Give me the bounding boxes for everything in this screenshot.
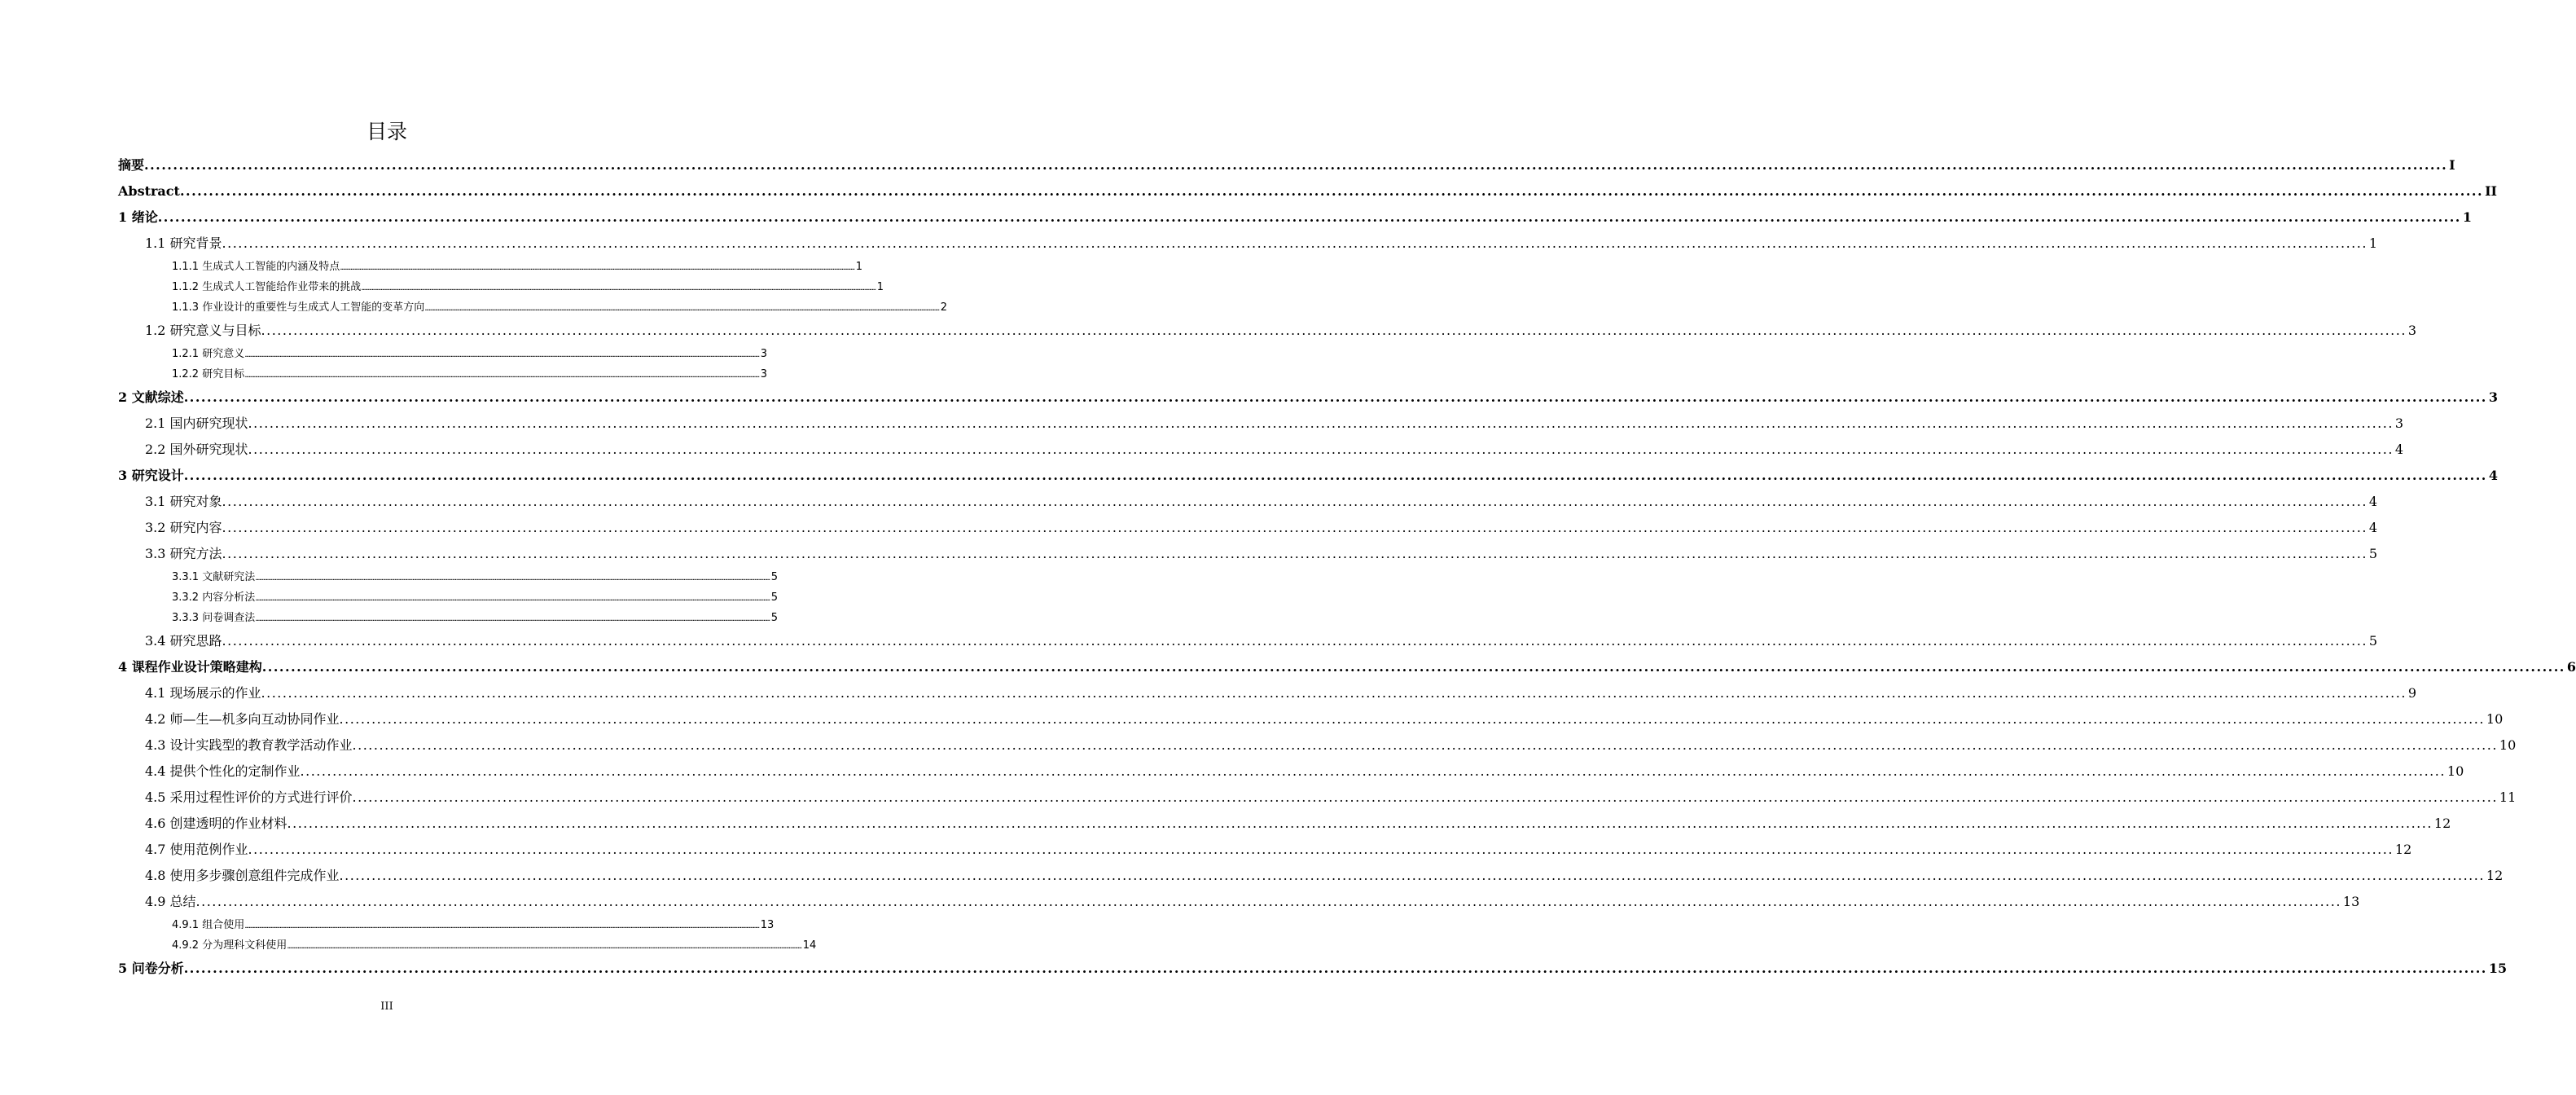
dot-leader: ................................................................................................................................................................................................................................................................................................................................................................................................................ [261, 659, 2565, 675]
dot-leader: ................................................................................................................................................................................................................................................................................................................................................................................................................ [287, 942, 801, 951]
dot-leader: ................................................................................................................................................................................................................................................................................................................................................................................................................ [222, 633, 2368, 649]
toc-entry-page: 4 [2488, 468, 2498, 483]
toc-entry-level-1[interactable] [118, 385, 2498, 411]
toc-entry-label: 2 文献综述 [118, 389, 184, 405]
toc-entry-level-1[interactable] [118, 463, 2498, 489]
toc-entry-level-3[interactable] [172, 364, 767, 385]
toc-entry-label: 摘要 [118, 157, 145, 173]
toc-entry-label: 4.9.2 分为理科文科使用 [172, 939, 287, 952]
toc-entry-page: 5 [770, 571, 778, 583]
dot-leader: ................................................................................................................................................................................................................................................................................................................................................................................................................ [287, 816, 2433, 831]
toc-entry-label: 4.9.1 组合使用 [172, 919, 245, 931]
toc-entry-level-2[interactable] [145, 437, 2404, 463]
toc-entry-level-1[interactable] [118, 152, 2455, 178]
toc-entry-label: 1 绪论 [118, 209, 158, 225]
toc-entry-page: 9 [2407, 685, 2417, 701]
toc-entry-label: 3.4 研究思路 [145, 633, 222, 649]
toc-entry-level-1[interactable] [118, 204, 2472, 231]
toc-entry-level-2[interactable] [145, 231, 2378, 257]
dot-leader: ................................................................................................................................................................................................................................................................................................................................................................................................................ [179, 183, 2484, 199]
dot-leader: ................................................................................................................................................................................................................................................................................................................................................................................................................ [222, 494, 2368, 509]
toc-entry-page: 15 [2488, 961, 2508, 976]
dot-leader: ................................................................................................................................................................................................................................................................................................................................................................................................................ [339, 711, 2485, 727]
toc-entry-label: 3.1 研究对象 [145, 494, 222, 509]
dot-leader: ................................................................................................................................................................................................................................................................................................................................................................................................................ [222, 235, 2368, 251]
toc-entry-label: 4.6 创建透明的作业材料 [145, 816, 287, 831]
toc-entry-page: 12 [2394, 842, 2412, 857]
dot-leader: ................................................................................................................................................................................................................................................................................................................................................................................................................ [157, 209, 2461, 225]
toc-entry-page: 3 [2394, 416, 2404, 431]
dot-leader: ................................................................................................................................................................................................................................................................................................................................................................................................................ [183, 961, 2487, 976]
toc-entry-level-1[interactable] [118, 654, 2576, 680]
toc-entry-page: 3 [2488, 389, 2498, 405]
toc-entry-label: 1.2.1 研究意义 [172, 348, 245, 360]
toc-entry-page: 11 [2499, 789, 2517, 805]
dot-leader: ................................................................................................................................................................................................................................................................................................................................................................................................................ [248, 416, 2394, 431]
toc-entry-level-3[interactable] [172, 277, 884, 297]
toc-entry-level-3[interactable] [172, 915, 775, 935]
toc-entry-level-1[interactable] [118, 956, 2508, 982]
toc-entry-page: 1 [855, 261, 862, 273]
toc-entry-page: 4 [2394, 442, 2404, 457]
toc-entry-label: 1.1.3 作业设计的重要性与生成式人工智能的变革方向 [172, 301, 425, 314]
toc-entry-page: 1 [2368, 235, 2378, 251]
toc-entry-level-2[interactable] [145, 318, 2417, 344]
toc-entry-level-3[interactable] [172, 257, 862, 277]
toc-entry-level-2[interactable] [145, 811, 2451, 837]
toc-entry-label: 3.3.3 问卷调查法 [172, 612, 256, 624]
toc-entry-label: 1.1.1 生成式人工智能的内涵及特点 [172, 261, 340, 273]
toc-entry-label: 1.2 研究意义与目标 [145, 323, 261, 338]
dot-leader: ................................................................................................................................................................................................................................................................................................................................................................................................................ [222, 546, 2368, 561]
dot-leader: ................................................................................................................................................................................................................................................................................................................................................................................................................ [424, 304, 939, 313]
toc-entry-level-2[interactable] [145, 515, 2378, 541]
toc-entry-level-3[interactable] [172, 608, 778, 628]
toc-entry-label: 5 问卷分析 [118, 961, 184, 976]
toc-entry-page: 1 [2462, 209, 2472, 225]
toc-entry-level-2[interactable] [145, 837, 2412, 863]
toc-entry-label: 1.1.2 生成式人工智能给作业带来的挑战 [172, 281, 362, 293]
toc-entry-page: 1 [876, 281, 884, 293]
toc-entry-label: Abstract [118, 183, 180, 199]
toc-entry-label: 4.3 设计实践型的教育教学活动作业 [145, 737, 353, 753]
toc-entry-label: 3 研究设计 [118, 468, 184, 483]
toc-entry-level-2[interactable] [145, 889, 2360, 915]
toc-entry-level-2[interactable] [145, 706, 2504, 732]
toc-entry-level-2[interactable] [145, 680, 2417, 706]
toc-entry-page: 10 [2486, 711, 2504, 727]
dot-leader: ................................................................................................................................................................................................................................................................................................................................................................................................................ [300, 763, 2446, 779]
toc-entry-level-3[interactable] [172, 297, 947, 318]
toc-entry-page: 5 [2368, 546, 2378, 561]
toc-entry-level-3[interactable] [172, 587, 778, 608]
dot-leader: ................................................................................................................................................................................................................................................................................................................................................................................................................ [248, 442, 2394, 457]
toc-entry-page: 2 [940, 301, 947, 314]
toc-entry-level-3[interactable] [172, 935, 817, 956]
dot-leader: ................................................................................................................................................................................................................................................................................................................................................................................................................ [244, 350, 759, 359]
toc-entry-page: 3 [2407, 323, 2417, 338]
toc-entry-page: 3 [760, 348, 767, 360]
toc-entry-page: 12 [2486, 868, 2504, 883]
toc-entry-label: 4.7 使用范例作业 [145, 842, 248, 857]
toc-entry-label: 1.1 研究背景 [145, 235, 222, 251]
toc-entry-label: 3.3 研究方法 [145, 546, 222, 561]
dot-leader: ................................................................................................................................................................................................................................................................................................................................................................................................................ [261, 685, 2407, 701]
dot-leader: ................................................................................................................................................................................................................................................................................................................................................................................................................ [339, 868, 2485, 883]
toc-entry-level-2[interactable] [145, 489, 2378, 515]
dot-leader: ................................................................................................................................................................................................................................................................................................................................................................................................................ [255, 614, 770, 623]
dot-leader: ................................................................................................................................................................................................................................................................................................................................................................................................................ [340, 263, 854, 272]
toc-entry-label: 4.2 师—生—机多向互动协同作业 [145, 711, 340, 727]
toc-entry-page: 5 [770, 591, 778, 604]
toc-entry-page: 4 [2368, 520, 2378, 535]
toc-entry-page: II [2485, 183, 2498, 199]
toc-entry-label: 2.2 国外研究现状 [145, 442, 248, 457]
toc-entry-label: 4 课程作业设计策略建构 [118, 659, 262, 675]
toc-entry-page: 4 [2368, 494, 2378, 509]
toc-entry-level-3[interactable] [172, 567, 778, 587]
toc-entry-label: 2.1 国内研究现状 [145, 416, 248, 431]
toc-entry-page: 13 [2342, 894, 2360, 909]
toc-entry-level-2[interactable] [145, 759, 2464, 785]
dot-leader: ................................................................................................................................................................................................................................................................................................................................................................................................................ [244, 921, 759, 930]
toc-entry-label: 4.1 现场展示的作业 [145, 685, 261, 701]
toc-entry-page: 3 [760, 368, 767, 380]
dot-leader: ................................................................................................................................................................................................................................................................................................................................................................................................................ [195, 894, 2341, 909]
toc-entry-level-2[interactable] [145, 732, 2517, 759]
dot-leader: ................................................................................................................................................................................................................................................................................................................................................................................................................ [255, 574, 770, 583]
toc-entry-page: 6 [2566, 659, 2576, 675]
toc-entry-label: 3.2 研究内容 [145, 520, 222, 535]
dot-leader: ................................................................................................................................................................................................................................................................................................................................................................................................................ [361, 284, 875, 292]
toc-entry-page: 10 [2447, 763, 2464, 779]
toc-entry-level-3[interactable] [172, 344, 767, 364]
toc-title: 目录 [366, 120, 407, 143]
dot-leader: ................................................................................................................................................................................................................................................................................................................................................................................................................ [352, 737, 2498, 753]
toc-entry-level-2[interactable] [145, 785, 2517, 811]
dot-leader: ................................................................................................................................................................................................................................................................................................................................................................................................................ [183, 389, 2487, 405]
toc-entry-page: 5 [2368, 633, 2378, 649]
toc-entry-level-2[interactable] [145, 411, 2404, 437]
page-number: III [380, 1000, 393, 1013]
toc-entry-label: 3.3.1 文献研究法 [172, 571, 256, 583]
toc-entry-label: 4.4 提供个性化的定制作业 [145, 763, 301, 779]
toc-entry-level-2[interactable] [145, 863, 2504, 889]
toc-entry-label: 4.8 使用多步骤创意组件完成作业 [145, 868, 340, 883]
toc-entry-page: 13 [760, 919, 775, 931]
toc-entry-page: I [2449, 157, 2455, 173]
dot-leader: ................................................................................................................................................................................................................................................................................................................................................................................................................ [244, 371, 759, 380]
toc-entry-label: 1.2.2 研究目标 [172, 368, 245, 380]
toc-entry-page: 14 [802, 939, 817, 952]
dot-leader: ................................................................................................................................................................................................................................................................................................................................................................................................................ [352, 789, 2498, 805]
toc-entry-page: 12 [2433, 816, 2451, 831]
dot-leader: ................................................................................................................................................................................................................................................................................................................................................................................................................ [183, 468, 2487, 483]
toc-entry-page: 5 [770, 612, 778, 624]
toc-entry-label: 4.5 采用过程性评价的方式进行评价 [145, 789, 353, 805]
dot-leader: ................................................................................................................................................................................................................................................................................................................................................................................................................ [261, 323, 2407, 338]
toc-entry-level-2[interactable] [145, 628, 2378, 654]
toc-entry-level-1[interactable] [118, 178, 2498, 204]
dot-leader: ................................................................................................................................................................................................................................................................................................................................................................................................................ [222, 520, 2368, 535]
toc-entry-label: 4.9 总结 [145, 894, 196, 909]
toc-entry-level-2[interactable] [145, 541, 2378, 567]
dot-leader: ................................................................................................................................................................................................................................................................................................................................................................................................................ [255, 594, 770, 603]
dot-leader: ................................................................................................................................................................................................................................................................................................................................................................................................................ [248, 842, 2394, 857]
dot-leader: ................................................................................................................................................................................................................................................................................................................................................................................................................ [144, 157, 2448, 173]
toc-entry-label: 3.3.2 内容分析法 [172, 591, 256, 604]
toc-entry-page: 10 [2499, 737, 2517, 753]
